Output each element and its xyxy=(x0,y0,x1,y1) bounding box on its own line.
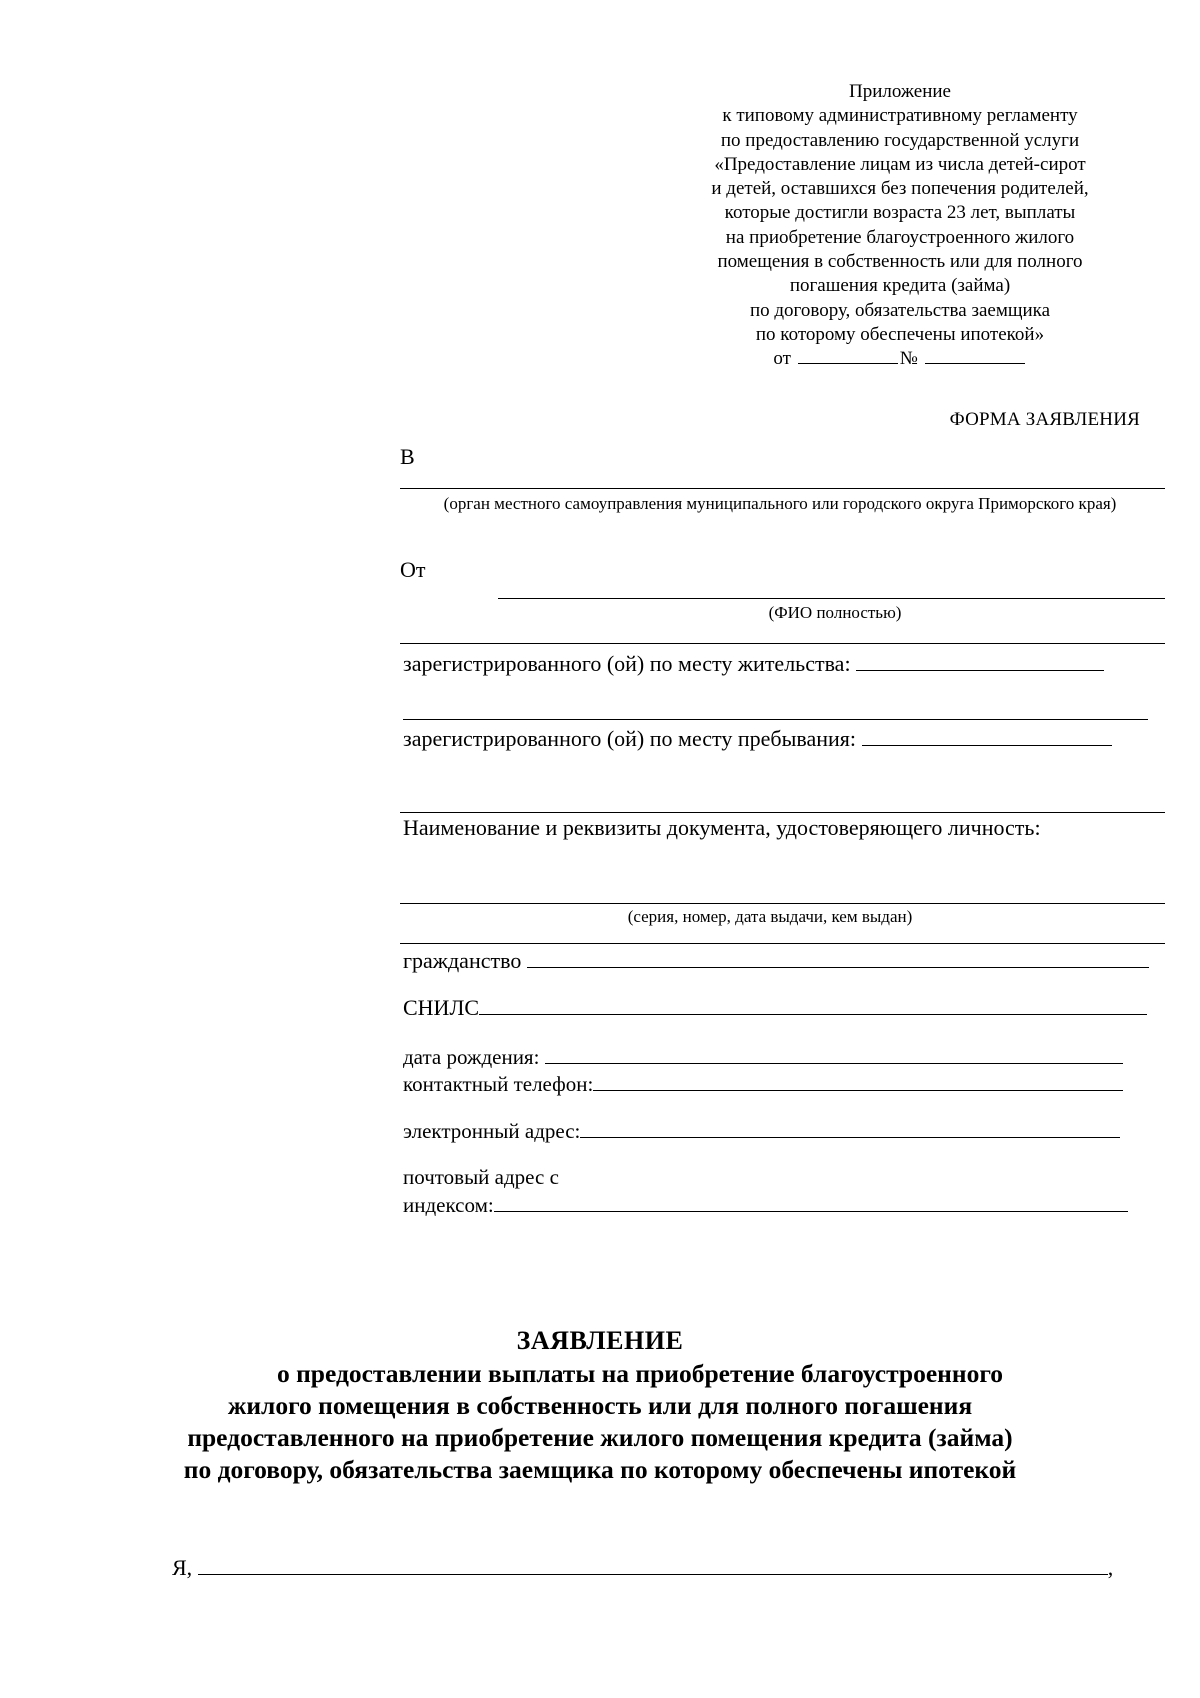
declarant-suffix: , xyxy=(1107,1555,1114,1580)
appendix-date-number-line xyxy=(640,347,1160,371)
statement-subtitle-line: по договору, обязательства заемщика по которому обеспечены ипотекой xyxy=(183,1455,1017,1484)
birth-date-label: дата рождения: xyxy=(403,1045,540,1069)
postal-label-line1: почтовый адрес с xyxy=(403,1165,559,1189)
statement-subtitle xyxy=(100,1358,1100,1486)
residence-input-line[interactable] xyxy=(856,650,1104,671)
recipient-field-line[interactable] xyxy=(400,488,1165,489)
statement-subtitle-line: о предоставлении выплаты на приобретение благоустроенного xyxy=(276,1359,1004,1388)
recipient-prefix: В xyxy=(400,444,415,469)
sender-extra-line[interactable] xyxy=(400,643,1165,644)
appendix-line: по предоставлению государственной услуги xyxy=(720,129,1080,151)
appendix-line: по которому обеспечены ипотекой» xyxy=(755,323,1045,345)
appendix-line: и детей, оставшихся без попечения родителей, xyxy=(711,178,1089,200)
statement-title: ЗАЯВЛЕНИЕ xyxy=(516,1326,684,1355)
citizenship-row xyxy=(403,947,1149,974)
appendix-line: Приложение xyxy=(849,81,951,102)
date-prefix: от xyxy=(773,348,791,370)
birth-date-input-line[interactable] xyxy=(545,1045,1123,1064)
appendix-line: по договору, обязательства заемщика xyxy=(749,299,1051,321)
phone-row xyxy=(403,1072,1123,1097)
snils-row xyxy=(403,994,1147,1021)
residence-row xyxy=(403,650,1104,677)
email-label: электронный адрес: xyxy=(403,1119,581,1143)
email-input-line[interactable] xyxy=(580,1119,1120,1138)
statement-subtitle-line: жилого помещения в собственность или для полного погашения xyxy=(227,1391,973,1420)
stay-extra-line[interactable] xyxy=(400,812,1165,813)
id-document-line[interactable] xyxy=(400,903,1165,904)
declarant-prefix: Я, xyxy=(172,1555,193,1580)
stay-row xyxy=(403,725,1112,752)
citizenship-input-line[interactable] xyxy=(527,947,1149,968)
snils-input-line[interactable] xyxy=(479,994,1147,1015)
residence-extra-line[interactable] xyxy=(403,719,1148,720)
postal-input-line[interactable] xyxy=(494,1193,1128,1212)
form-title: ФОРМА ЗАЯВЛЕНИЯ xyxy=(949,409,1140,430)
appendix-line: погашения кредита (займа) xyxy=(789,275,1011,297)
sender-name-line[interactable] xyxy=(498,598,1165,599)
statement-subtitle-line: предоставленного на приобретение жилого помещения кредита (займа) xyxy=(187,1423,1013,1452)
appendix-line: «Предоставление лицам из числа детей-сирот xyxy=(714,153,1086,175)
postal-label-line2: индексом: xyxy=(403,1193,494,1217)
id-document-label: Наименование и реквизиты документа, удостоверяющего личность: xyxy=(403,815,1041,840)
birth-date-row xyxy=(403,1045,1123,1070)
stay-input-line[interactable] xyxy=(862,725,1112,746)
phone-label: контактный телефон: xyxy=(403,1072,594,1096)
appendix-line: помещения в собственность или для полного xyxy=(717,251,1083,273)
number-sign: № xyxy=(899,348,918,370)
id-document-extra-line[interactable] xyxy=(400,943,1165,944)
sender-caption: (ФИО полностью) xyxy=(768,603,902,622)
postal-row xyxy=(403,1193,1128,1218)
appendix-line: которые достигли возраста 23 лет, выплаты xyxy=(724,202,1076,224)
stay-label: зарегистрированного (ой) по месту пребывания: xyxy=(403,726,856,751)
appendix-line: на приобретение благоустроенного жилого xyxy=(725,226,1075,248)
snils-label: СНИЛС xyxy=(403,995,480,1020)
sender-prefix: От xyxy=(400,557,426,582)
appendix-header xyxy=(640,80,1160,372)
declarant-name-line[interactable] xyxy=(198,1554,1108,1575)
phone-input-line[interactable] xyxy=(593,1072,1123,1091)
recipient-caption: (орган местного самоуправления муниципального или городского округа Приморского края) xyxy=(443,494,1117,513)
appendix-line: к типовому административному регламенту xyxy=(722,105,1078,127)
residence-label: зарегистрированного (ой) по месту жительства: xyxy=(403,651,851,676)
email-row xyxy=(403,1119,1120,1144)
number-blank[interactable] xyxy=(925,347,1025,364)
id-document-caption: (серия, номер, дата выдачи, кем выдан) xyxy=(627,907,913,926)
declarant-row xyxy=(172,1554,1113,1581)
citizenship-label: гражданство xyxy=(403,948,522,973)
date-blank[interactable] xyxy=(798,347,898,364)
